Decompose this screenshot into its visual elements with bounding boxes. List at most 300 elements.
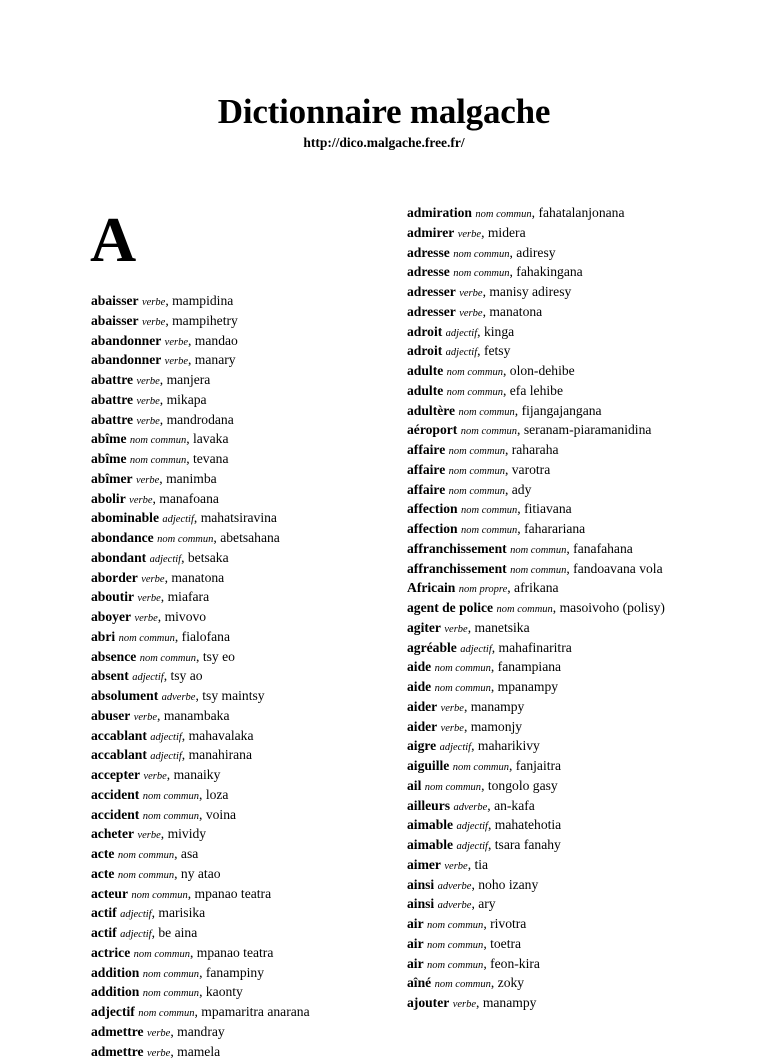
entry-type: verbe — [165, 337, 188, 348]
dictionary-entry: agréable adjectif, mahafinaritra — [407, 639, 690, 659]
entry-translation: manaiky — [174, 767, 221, 782]
dictionary-entry: abaisser verbe, mampidina — [91, 292, 387, 312]
entry-type: adjectif — [162, 514, 194, 525]
dictionary-entry: air nom commun, toetra — [407, 935, 690, 955]
entry-translation: fetsy — [484, 343, 510, 358]
entry-translation: fanampiana — [498, 659, 561, 674]
entry-translation: asa — [181, 846, 198, 861]
entry-translation: fahararіana — [524, 521, 585, 536]
entry-type: nom commun — [143, 811, 199, 822]
entry-type: verbe — [444, 861, 467, 872]
entry-word: acheter — [91, 826, 134, 841]
entry-translation: tsy eo — [203, 649, 235, 664]
dictionary-entry: aide nom commun, fanampiana — [407, 658, 690, 678]
entry-translation: mamonjy — [471, 719, 522, 734]
entry-word: ail — [407, 778, 421, 793]
entry-translation: kaonty — [206, 984, 243, 999]
entry-translation: abetsahana — [220, 530, 280, 545]
entry-type: nom commun — [134, 949, 190, 960]
entry-type: nom commun — [447, 367, 503, 378]
dictionary-entry: abandonner verbe, mandao — [91, 332, 387, 352]
entry-word: aboutir — [91, 589, 134, 604]
dictionary-entry: aimer verbe, tia — [407, 856, 690, 876]
entry-word: agréable — [407, 640, 457, 655]
entry-type: verbe — [147, 1048, 170, 1059]
entry-translation: adiresy — [516, 245, 555, 260]
entry-word: agiter — [407, 620, 441, 635]
dictionary-entry: abattre verbe, manjera — [91, 371, 387, 391]
entry-translation: betsaka — [188, 550, 229, 565]
entry-word: admiration — [407, 205, 472, 220]
left-column-entries — [91, 292, 387, 1062]
dictionary-entry: abaisser verbe, mampihetry — [91, 312, 387, 332]
entry-type: adjectif — [150, 751, 182, 762]
dictionary-entry: affranchissement nom commun, fanafahana — [407, 540, 690, 560]
entry-translation: mpanao teatra — [195, 886, 272, 901]
dictionary-entry: acte nom commun, ny atao — [91, 865, 387, 885]
entry-type: verbe — [142, 317, 165, 328]
entry-translation: tsy maintsy — [202, 688, 264, 703]
entry-translation: manafoana — [159, 491, 219, 506]
dictionary-entry: admirer verbe, midera — [407, 224, 690, 244]
entry-translation: fitiavana — [524, 501, 572, 516]
entry-translation: fialofana — [182, 629, 230, 644]
entry-word: aîné — [407, 975, 431, 990]
entry-translation: feon-kira — [490, 956, 540, 971]
entry-word: absolument — [91, 688, 158, 703]
entry-type: adjectif — [150, 554, 182, 565]
entry-type: verbe — [441, 723, 464, 734]
entry-type: nom commun — [435, 979, 491, 990]
entry-type: adjectif — [460, 644, 492, 655]
entry-translation: manahirana — [189, 747, 252, 762]
entry-type: nom commun — [118, 850, 174, 861]
entry-word: addition — [91, 984, 139, 999]
entry-word: affection — [407, 521, 458, 536]
dictionary-entry: adultère nom commun, fijangajangana — [407, 402, 690, 422]
entry-word: abandonner — [91, 352, 161, 367]
entry-type: adverbe — [453, 802, 487, 813]
entry-type: verbe — [136, 376, 159, 387]
dictionary-entry: admettre verbe, mandray — [91, 1023, 387, 1043]
entry-translation: manatona — [171, 570, 224, 585]
entry-translation: toetra — [490, 936, 521, 951]
entry-word: agent de police — [407, 600, 493, 615]
dictionary-entry: aide nom commun, mpanampy — [407, 678, 690, 698]
entry-translation: mandray — [177, 1024, 225, 1039]
entry-type: nom commun — [143, 791, 199, 802]
entry-type: nom commun — [143, 969, 199, 980]
entry-translation: midera — [488, 225, 526, 240]
entry-translation: manatona — [489, 304, 542, 319]
entry-word: aimable — [407, 817, 453, 832]
entry-translation: raharaha — [512, 442, 559, 457]
entry-translation: fanampiny — [206, 965, 264, 980]
dictionary-entry: actrice nom commun, mpanao teatra — [91, 944, 387, 964]
entry-type: nom commun — [130, 455, 186, 466]
entry-word: adulte — [407, 363, 443, 378]
entry-type: nom commun — [435, 663, 491, 674]
dictionary-entry: aimable adjectif, tsara fanahy — [407, 836, 690, 856]
entry-word: admirer — [407, 225, 454, 240]
entry-translation: tongolo gasy — [488, 778, 558, 793]
entry-type: nom commun — [427, 920, 483, 931]
entry-type: adjectif — [456, 841, 488, 852]
entry-translation: mpanampy — [498, 679, 558, 694]
entry-word: air — [407, 936, 424, 951]
dictionary-entry: abolir verbe, manafoana — [91, 490, 387, 510]
dictionary-entry: abondance nom commun, abetsahana — [91, 529, 387, 549]
entry-word: aimer — [407, 857, 441, 872]
entry-translation: mpamaritra anarana — [201, 1004, 309, 1019]
entry-type: verbe — [141, 574, 164, 585]
entry-translation: mpanao teatra — [197, 945, 274, 960]
entry-type: verbe — [441, 703, 464, 714]
entry-word: adroit — [407, 343, 442, 358]
entry-type: verbe — [134, 712, 157, 723]
dictionary-entry: ainsi adverbe, noho izany — [407, 876, 690, 896]
entry-type: nom commun — [130, 435, 186, 446]
entry-type: adjectif — [440, 742, 472, 753]
entry-word: adresser — [407, 304, 456, 319]
entry-translation: manimba — [166, 471, 217, 486]
entry-word: abondance — [91, 530, 154, 545]
entry-type: nom commun — [435, 683, 491, 694]
entry-translation: mandrodana — [167, 412, 234, 427]
entry-word: abuser — [91, 708, 130, 723]
entry-word: actif — [91, 925, 117, 940]
entry-translation: manjera — [167, 372, 211, 387]
entry-word: abattre — [91, 412, 133, 427]
entry-type: nom commun — [461, 426, 517, 437]
entry-word: accablant — [91, 728, 147, 743]
dictionary-entry: aimable adjectif, mahatehotia — [407, 816, 690, 836]
entry-word: abattre — [91, 372, 133, 387]
entry-translation: mikapa — [167, 392, 207, 407]
entry-type: verbe — [142, 297, 165, 308]
entry-word: aimable — [407, 837, 453, 852]
entry-translation: masoivoho (polisy) — [560, 600, 665, 615]
dictionary-entry: accablant adjectif, manahirana — [91, 746, 387, 766]
entry-translation: ary — [478, 896, 495, 911]
entry-word: addition — [91, 965, 139, 980]
entry-type: verbe — [129, 495, 152, 506]
entry-word: abaisser — [91, 313, 139, 328]
entry-word: air — [407, 916, 424, 931]
entry-type: nom commun — [461, 525, 517, 536]
dictionary-entry: abri nom commun, fialofana — [91, 628, 387, 648]
entry-type: nom commun — [138, 1008, 194, 1019]
document-title: Dictionnaire malgache — [0, 92, 768, 132]
dictionary-entry: acheter verbe, mividy — [91, 825, 387, 845]
entry-type: nom commun — [475, 209, 531, 220]
entry-type: verbe — [458, 229, 481, 240]
dictionary-entry: abîme nom commun, lavaka — [91, 430, 387, 450]
entry-word: air — [407, 956, 424, 971]
entry-word: aider — [407, 699, 437, 714]
entry-word: adultère — [407, 403, 455, 418]
entry-translation: efa lehibe — [510, 383, 563, 398]
entry-translation: olon-dehibe — [510, 363, 575, 378]
entry-word: affection — [407, 501, 458, 516]
dictionary-entry: abîmer verbe, manimba — [91, 470, 387, 490]
entry-word: acteur — [91, 886, 128, 901]
entry-type: nom commun — [427, 960, 483, 971]
entry-translation: fahatalanjonana — [538, 205, 624, 220]
entry-type: adjectif — [132, 672, 164, 683]
entry-word: ajouter — [407, 995, 449, 1010]
dictionary-entry: affaire nom commun, raharaha — [407, 441, 690, 461]
entry-translation: mahafinaritra — [499, 640, 572, 655]
entry-type: adverbe — [438, 900, 472, 911]
source-url: http://dico.malgache.free.fr/ — [0, 135, 768, 151]
entry-word: affranchissement — [407, 541, 507, 556]
dictionary-entry: aboutir verbe, miafara — [91, 588, 387, 608]
dictionary-entry: aîné nom commun, zoky — [407, 974, 690, 994]
dictionary-entry: adulte nom commun, olon-dehibe — [407, 362, 690, 382]
dictionary-entry: aborder verbe, manatona — [91, 569, 387, 589]
entry-type: verbe — [136, 416, 159, 427]
entry-word: adroit — [407, 324, 442, 339]
entry-word: aide — [407, 659, 431, 674]
dictionary-entry: addition nom commun, fanampiny — [91, 964, 387, 984]
section-letter: A — [90, 208, 136, 272]
dictionary-entry: agent de police nom commun, masoivoho (polisy) — [407, 599, 690, 619]
entry-word: aborder — [91, 570, 138, 585]
entry-word: aider — [407, 719, 437, 734]
dictionary-entry: affection nom commun, fahararіana — [407, 520, 690, 540]
entry-translation: manampy — [471, 699, 525, 714]
entry-translation: mampihetry — [172, 313, 238, 328]
entry-word: adulte — [407, 383, 443, 398]
entry-type: nom commun — [143, 988, 199, 999]
dictionary-entry: acte nom commun, asa — [91, 845, 387, 865]
entry-word: ailleurs — [407, 798, 450, 813]
dictionary-entry: abandonner verbe, manary — [91, 351, 387, 371]
entry-translation: manambaka — [164, 708, 230, 723]
entry-type: adjectif — [150, 732, 182, 743]
entry-type: adverbe — [438, 881, 472, 892]
dictionary-entry: accablant adjectif, mahavalaka — [91, 727, 387, 747]
dictionary-entry: abattre verbe, mandrodana — [91, 411, 387, 431]
entry-word: aigre — [407, 738, 436, 753]
entry-word: adresse — [407, 264, 450, 279]
entry-translation: manisy adiresy — [489, 284, 571, 299]
entry-translation: loza — [206, 787, 229, 802]
entry-translation: voina — [206, 807, 236, 822]
entry-word: affaire — [407, 462, 445, 477]
entry-type: nom commun — [458, 407, 514, 418]
entry-translation: fahakingana — [516, 264, 582, 279]
entry-type: verbe — [136, 396, 159, 407]
entry-translation: fanafahana — [573, 541, 633, 556]
dictionary-entry: accident nom commun, voina — [91, 806, 387, 826]
entry-type: nom commun — [140, 653, 196, 664]
entry-type: verbe — [453, 999, 476, 1010]
entry-type: nom commun — [453, 762, 509, 773]
entry-word: aboyer — [91, 609, 131, 624]
entry-type: nom propre — [459, 584, 508, 595]
dictionary-entry: admettre verbe, mamela — [91, 1043, 387, 1062]
entry-type: adjectif — [446, 347, 478, 358]
entry-translation: ady — [512, 482, 532, 497]
entry-word: actif — [91, 905, 117, 920]
dictionary-entry: abattre verbe, mikapa — [91, 391, 387, 411]
dictionary-entry: abuser verbe, manambaka — [91, 707, 387, 727]
dictionary-entry: affranchissement nom commun, fandoavana vola — [407, 560, 690, 580]
dictionary-entry: acteur nom commun, mpanao teatra — [91, 885, 387, 905]
dictionary-entry: affaire nom commun, varotra — [407, 461, 690, 481]
entry-type: nom commun — [157, 534, 213, 545]
entry-translation: tsara fanahy — [495, 837, 561, 852]
entry-type: verbe — [143, 771, 166, 782]
dictionary-entry: adroit adjectif, kinga — [407, 323, 690, 343]
entry-translation: tevana — [193, 451, 228, 466]
entry-word: ainsi — [407, 896, 434, 911]
entry-type: verbe — [459, 288, 482, 299]
entry-translation: rivotra — [490, 916, 526, 931]
dictionary-entry: adresser verbe, manatona — [407, 303, 690, 323]
entry-word: admettre — [91, 1024, 144, 1039]
entry-translation: manampy — [483, 995, 537, 1010]
entry-translation: afrikana — [514, 580, 559, 595]
entry-word: acte — [91, 846, 114, 861]
dictionary-entry: aider verbe, mamonjy — [407, 718, 690, 738]
entry-translation: manary — [195, 352, 236, 367]
entry-word: accablant — [91, 747, 147, 762]
entry-translation: mivovo — [165, 609, 207, 624]
dictionary-entry: abominable adjectif, mahatsiravina — [91, 509, 387, 529]
entry-type: verbe — [136, 475, 159, 486]
entry-word: adresse — [407, 245, 450, 260]
dictionary-entry: affaire nom commun, ady — [407, 481, 690, 501]
entry-translation: maharikivy — [478, 738, 540, 753]
entry-translation: varotra — [512, 462, 551, 477]
entry-word: aiguille — [407, 758, 449, 773]
entry-word: abaisser — [91, 293, 139, 308]
entry-translation: seranam-piaramanidina — [524, 422, 652, 437]
dictionary-entry: air nom commun, rivotra — [407, 915, 690, 935]
dictionary-entry: aboyer verbe, mivovo — [91, 608, 387, 628]
entry-word: adresser — [407, 284, 456, 299]
entry-translation: marisika — [158, 905, 205, 920]
entry-word: abominable — [91, 510, 159, 525]
entry-translation: an-kafa — [494, 798, 535, 813]
entry-word: accident — [91, 807, 139, 822]
dictionary-entry: actif adjectif, be aina — [91, 924, 387, 944]
dictionary-entry: aéroport nom commun, seranam-piaramanidina — [407, 421, 690, 441]
entry-word: Africain — [407, 580, 455, 595]
dictionary-entry: affection nom commun, fitiavana — [407, 500, 690, 520]
dictionary-entry: accident nom commun, loza — [91, 786, 387, 806]
entry-translation: mampidina — [172, 293, 233, 308]
entry-type: nom commun — [119, 633, 175, 644]
right-column-entries — [407, 204, 690, 1014]
entry-translation: lavaka — [193, 431, 228, 446]
entry-type: nom commun — [427, 940, 483, 951]
entry-type: verbe — [165, 356, 188, 367]
dictionary-entry: adulte nom commun, efa lehibe — [407, 382, 690, 402]
entry-type: nom commun — [449, 466, 505, 477]
entry-word: affranchissement — [407, 561, 507, 576]
dictionary-entry: aider verbe, manampy — [407, 698, 690, 718]
entry-translation: miafara — [168, 589, 210, 604]
entry-type: verbe — [134, 613, 157, 624]
entry-type: adjectif — [446, 328, 478, 339]
entry-translation: zoky — [498, 975, 524, 990]
entry-translation: mandao — [195, 333, 238, 348]
entry-word: abîme — [91, 431, 127, 446]
entry-word: accident — [91, 787, 139, 802]
entry-translation: mividy — [168, 826, 207, 841]
entry-word: absent — [91, 668, 129, 683]
entry-translation: tia — [475, 857, 489, 872]
dictionary-entry: abîme nom commun, tevana — [91, 450, 387, 470]
entry-word: aide — [407, 679, 431, 694]
entry-type: nom commun — [425, 782, 481, 793]
entry-word: actrice — [91, 945, 130, 960]
entry-type: adjectif — [456, 821, 488, 832]
dictionary-entry: Africain nom propre, afrikana — [407, 579, 690, 599]
entry-word: accepter — [91, 767, 140, 782]
entry-word: abîmer — [91, 471, 133, 486]
entry-word: acte — [91, 866, 114, 881]
entry-word: abolir — [91, 491, 126, 506]
dictionary-entry: absent adjectif, tsy ao — [91, 667, 387, 687]
entry-type: verbe — [137, 593, 160, 604]
dictionary-entry: ailleurs adverbe, an-kafa — [407, 797, 690, 817]
entry-word: ainsi — [407, 877, 434, 892]
dictionary-entry: aigre adjectif, maharikivy — [407, 737, 690, 757]
dictionary-entry: accepter verbe, manaiky — [91, 766, 387, 786]
entry-word: abîme — [91, 451, 127, 466]
entry-translation: fijangajangana — [522, 403, 602, 418]
entry-word: adjectif — [91, 1004, 135, 1019]
dictionary-entry: actif adjectif, marisika — [91, 904, 387, 924]
entry-type: adjectif — [120, 909, 152, 920]
entry-type: nom commun — [453, 268, 509, 279]
dictionary-entry: adresser verbe, manisy adiresy — [407, 283, 690, 303]
entry-translation: fanjaitra — [516, 758, 561, 773]
dictionary-entry: adresse nom commun, adiresy — [407, 244, 690, 264]
entry-type: nom commun — [497, 604, 553, 615]
entry-translation: mamela — [177, 1044, 220, 1059]
entry-type: adverbe — [162, 692, 196, 703]
dictionary-entry: ajouter verbe, manampy — [407, 994, 690, 1014]
entry-type: verbe — [459, 308, 482, 319]
entry-word: abri — [91, 629, 115, 644]
entry-translation: mahatsiravina — [201, 510, 277, 525]
entry-word: abondant — [91, 550, 146, 565]
dictionary-entry: aiguille nom commun, fanjaitra — [407, 757, 690, 777]
entry-type: verbe — [444, 624, 467, 635]
entry-type: nom commun — [510, 545, 566, 556]
dictionary-entry: absolument adverbe, tsy maintsy — [91, 687, 387, 707]
dictionary-entry: admiration nom commun, fahatalanjonana — [407, 204, 690, 224]
entry-type: nom commun — [131, 890, 187, 901]
entry-translation: tsy ao — [170, 668, 202, 683]
dictionary-entry: adjectif nom commun, mpamaritra anarana — [91, 1003, 387, 1023]
dictionary-entry: addition nom commun, kaonty — [91, 983, 387, 1003]
entry-type: verbe — [137, 830, 160, 841]
entry-type: nom commun — [447, 387, 503, 398]
entry-word: affaire — [407, 442, 445, 457]
entry-translation: mahavalaka — [189, 728, 254, 743]
entry-type: nom commun — [461, 505, 517, 516]
dictionary-entry: absence nom commun, tsy eo — [91, 648, 387, 668]
entry-type: nom commun — [510, 565, 566, 576]
entry-word: affaire — [407, 482, 445, 497]
